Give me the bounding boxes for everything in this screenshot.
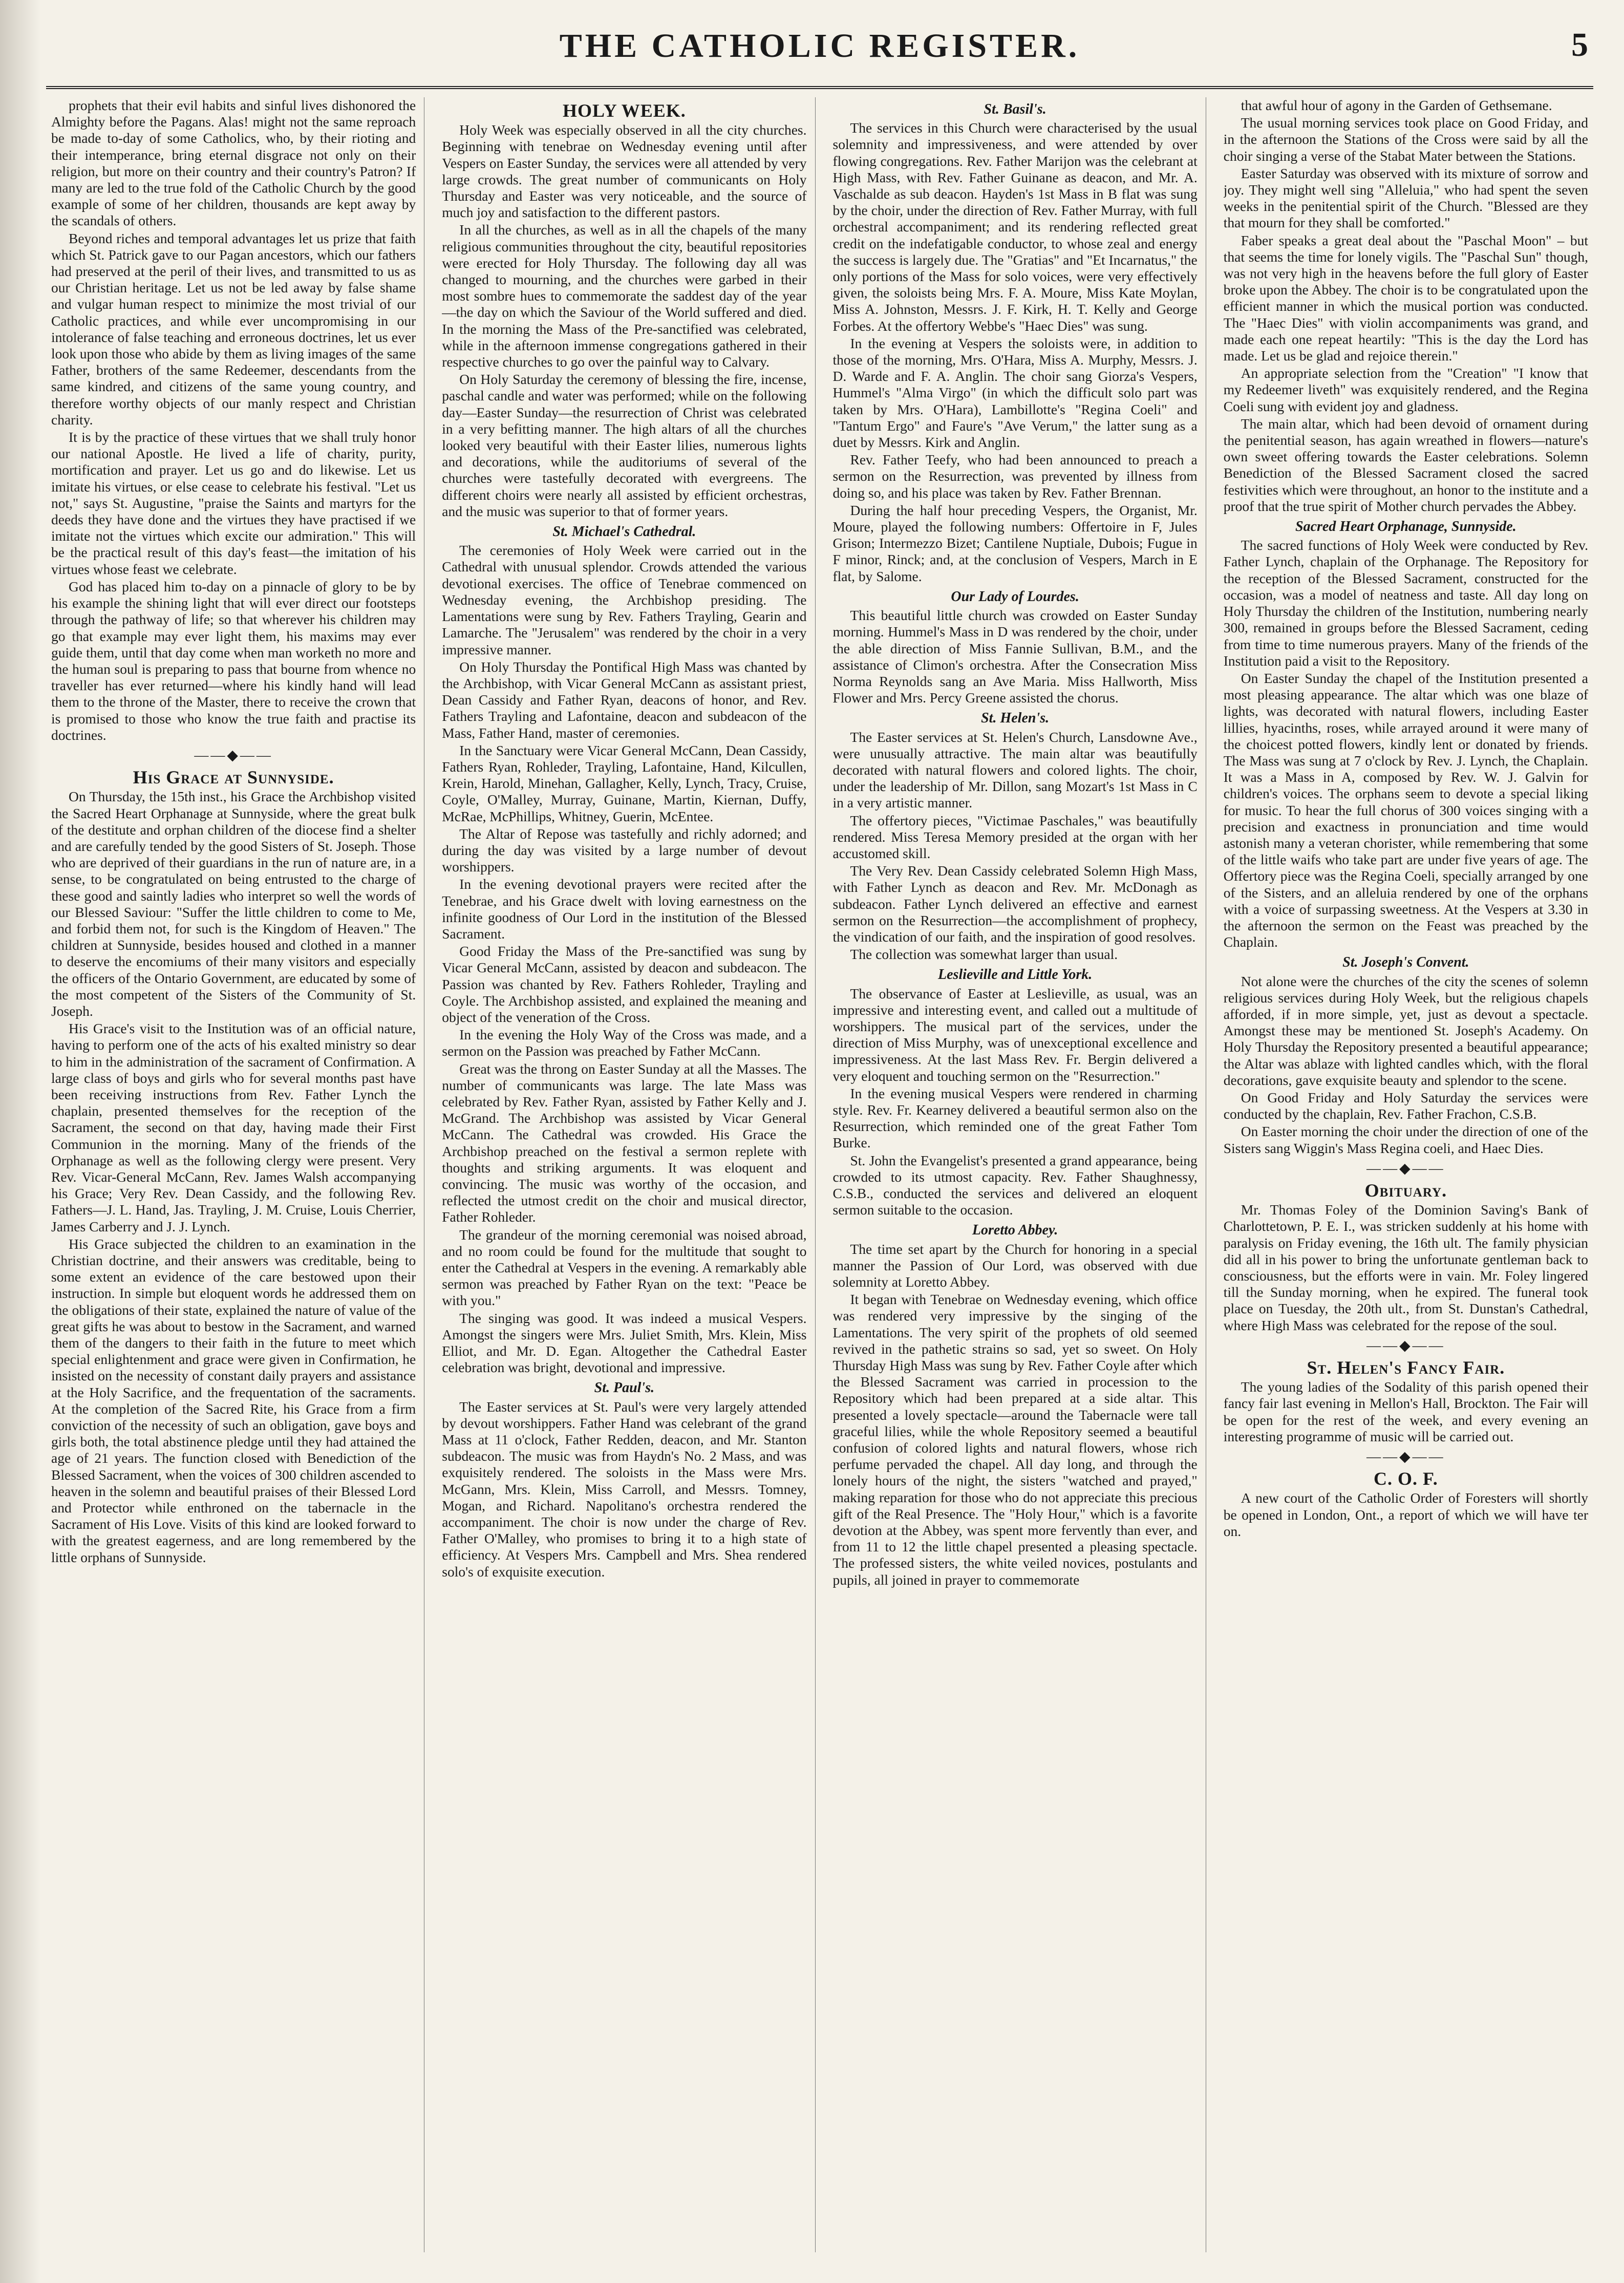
paragraph: On Easter morning the choir under the direction of one of the Sisters sang Wiggin's Mass Regina coeli, and Haec Dies. bbox=[1223, 1123, 1588, 1156]
paragraph: In the Sanctuary were Vicar General McCann, Dean Cassidy, Fathers Ryan, Rohleder, Trayling, Lafontaine, Hand, Kilcullen, Krein, Harold, Minehan, Gallagher, Kelly, Lynch, Tracy, Cruise, Coyle, O'Malley, Murray, Guinane, Martin, Kiernan, Duffy, McRae, McPhillips, Whitney, Guerin, McEntee. bbox=[442, 742, 807, 824]
newspaper-title: THE CATHOLIC REGISTER. bbox=[559, 27, 1080, 65]
paragraph: Mr. Thomas Foley of the Dominion Saving's Bank of Charlottetown, P. E. I., was stricken suddenly at his home with paralysis on Friday evening, the 16th ult. The family physician did all in his power to bring the unfortunate gentleman back to consciousness, but the efforts were in vain. Mr. Foley lingered till the Sunday morning, when he expired. The funeral took place on Tuesday, the 20th ult., from St. Dunstan's Cathedral, where High Mass was celebrated for the repose of the soul. bbox=[1223, 1202, 1588, 1333]
paragraph: A new court of the Catholic Order of Foresters will shortly be opened in London, Ont., a report of which we will have ter on. bbox=[1223, 1490, 1588, 1539]
paragraph: This beautiful little church was crowded on Easter Sunday morning. Hummel's Mass in D was rendered by the choir, under the able direction of Miss Fannie Sullivan, B.M., and the assistance of Climon's orchestra. After the Consecration Miss Norma Reynolds sang an Ave Maria. Miss Hallworth, Miss Flower and Mrs. Percy Greene assisted the chorus. bbox=[832, 607, 1198, 706]
sub-heading: Leslieville and Little York. bbox=[938, 967, 1093, 983]
sub-heading: St. Basil's. bbox=[984, 101, 1046, 117]
sub-heading: St. Joseph's Convent. bbox=[1342, 954, 1469, 971]
paragraph: On Thursday, the 15th inst., his Grace the Archbishop visited the Sacred Heart Orphanage at Sunnyside, where the great bulk of the destitute and orphan children of the diocese find a shelter and are carefully tended by the good Sisters of St. Joseph. Those who are deprived of their guardians in the run of nature are, in a sense, to be congratulated on being entrusted to the charge of these good and saintly ladies who interpret so well the words of our Blessed Saviour: "Suffer the little children to come to Me, and forbid them not, for such is the Kingdom of Heaven." The children at Sunnyside, besides housed and clothed in a manner to deserve the encomiums of their many visitors and especially the officers of the Ontario Government, are educated by some of the most competent of the Sisters of the Community of St. Joseph. bbox=[51, 788, 416, 1019]
paragraph: The Very Rev. Dean Cassidy celebrated Solemn High Mass, with Father Lynch as deacon and Rev. Mr. McDonagh as subdeacon. Father Lynch delivered an effective and earnest sermon on the Resurrection—the accomplishment of prophecy, the vindication of our faith, and the inspiration of good resolves. bbox=[832, 863, 1198, 945]
section-divider: ——◆—— bbox=[194, 747, 273, 763]
paragraph: God has placed him to-day on a pinnacle of glory to be by his example the shining light that will ever direct our footsteps through the pathway of life; so that wherever his children may go that example may ever light them, his maxims may ever guide them, until that day come when man worketh no more and the human soul is preparing to pass that bourne from whence no traveller has ever returned—where his kindly hand will lead them to the throne of the Master, there to receive the crown that is promised to those who know the true faith and practise its doctrines. bbox=[51, 578, 416, 743]
article-heading: HOLY WEEK. bbox=[563, 100, 686, 121]
paragraph: The Altar of Repose was tastefully and richly adorned; and during the day was visited by a large number of devout worshippers. bbox=[442, 825, 807, 875]
column-1 bbox=[51, 97, 424, 2252]
paragraph: The services in this Church were characterised by the usual solemnity and impressiveness, and were attended by over flowing congregations. Rev. Father Marijon was the celebrant at High Mass, with Rev. Father Guinane as deacon, and Mr. A. Vaschalde as sub deacon. Hayden's 1st Mass in B flat was sung by the choir, under the direction of Rev. Father Murray, with full orchestral accompaniment; and its rendering reflected great credit on the indefatigable conductor, to whose zeal and energy the success is largely due. The "Gratias" and "Et Incarnatus," the only portions of the Mass for solo voices, were very effectively given, the soloists being Mrs. F. A. Moure, Miss Kate Moylan, Miss A. Johnston, Messrs. J. F. Kirk, H. T. Kelly and George Forbes. At the offertory Webbe's "Haec Dies" was sung. bbox=[832, 120, 1198, 334]
paragraph: Great was the throng on Easter Sunday at all the Masses. The number of communicants was large. The late Mass was celebrated by Rev. Father Ryan, assisted by Father Kelly and J. McGrand. The Archbishop was assisted by Vicar General McCann. The Cathedral was crowded. His Grace the Archbishop preached on the festival a sermon replete with thoughts and striking arguments. It was eloquent and convincing. The music was worthy of the occasion, and reflected the utmost credit on the choir and musical director, Father Rohleder. bbox=[442, 1060, 807, 1225]
paragraph: An appropriate selection from the "Creation" "I know that my Redeemer liveth" was exquisitely rendered, and the Regina Coeli sung with evident joy and gladness. bbox=[1223, 365, 1588, 414]
article-heading: St. Helen's Fancy Fair. bbox=[1307, 1357, 1505, 1378]
article-heading: His Grace at Sunnyside. bbox=[133, 767, 334, 788]
paragraph: The time set apart by the Church for honoring in a special manner the Passion of Our Lord, was observed with due solemnity at Loretto Abbey. bbox=[832, 1241, 1198, 1290]
paragraph: Good Friday the Mass of the Pre-sanctified was sung by Vicar General McCann, assisted by deacon and subdeacon. The Passion was chanted by Rev. Fathers Rohleder, Trayling and Coyle. The Archbishop assisted, and explained the meaning and object of the veneration of the Cross. bbox=[442, 943, 807, 1025]
paragraph: Easter Saturday was observed with its mixture of sorrow and joy. They might well sing "Alleluia," who had spent the seven weeks in the penitential spirit of the Church. "Blessed are they that mourn for they shall be comforted." bbox=[1223, 165, 1588, 231]
sub-heading: Loretto Abbey. bbox=[972, 1222, 1058, 1239]
paragraph: His Grace's visit to the Institution was of an official nature, having to perform one of the acts of his exalted ministry so dear to him in the administration of the sacrament of Confirmation. A large class of boys and girls who for several months past have been receiving instructions from Rev. Father Lynch the chaplain, presented themselves for the reception of the Sacrament, the second on that day, having made their First Communion in the morning. Many of the friends of the Orphanage as well as the following clergy were present. Very Rev. Vicar-General McCann, Rev. James Walsh accompanying his Grace; Very Rev. Dean Cassidy, and the following Rev. Fathers—J. L. Hand, Jas. Trayling, J. M. Cruise, Louis Cherrier, James Carberry and J. J. Lynch. bbox=[51, 1020, 416, 1234]
paragraph: Beyond riches and temporal advantages let us prize that faith which St. Patrick gave to our Pagan ancestors, which our fathers had preserved at the peril of their lives, and transmitted to us as our Christian heritage. Let us not be led away by false shame and vulgar human respect to minimize the most trivial of our Catholic practices, and while ever uncompromising in our intolerance of false teaching and erroneous doctrines, let us ever look upon those who abide by them as living images of the same Father, brothers of the same Redeemer, descendants from the same kindred, and citizens of the same young country, and therefore worthy objects of our manly respect and Christian charity. bbox=[51, 230, 416, 428]
paragraph: St. John the Evangelist's presented a grand appearance, being crowded to its utmost capacity. Rev. Father Shaughnessy, C.S.B., conducted the services and delivered an eloquent sermon suitable to the occasion. bbox=[832, 1152, 1198, 1218]
paragraph: On Holy Thursday the Pontifical High Mass was chanted by the Archbishop, with Vicar General McCann as assistant priest, Dean Cassidy and Father Ryan, deacons of honor, and Rev. Fathers Trayling and Lafontaine, deacon and subdeacon of the Mass, Father Hand, master of ceremonies. bbox=[442, 658, 807, 741]
paragraph: The sacred functions of Holy Week were conducted by Rev. Father Lynch, chaplain of the Orphanage. The Repository for the reception of the Blessed Sacrament, constructed for the occasion, was a model of neatness and taste. All day long on Holy Thursday the children of the Institution, numbering nearly 300, remained in groups before the Blessed Sacrament, ceding from time to time numerous prayers. Many of the friends of the Institution paid a visit to the Repository. bbox=[1223, 537, 1588, 669]
paragraph: In the evening at Vespers the soloists were, in addition to those of the morning, Mrs. O'Hara, Miss A. Murphy, Messrs. J. D. Warde and F. A. Anglin. The choir sang Giorza's Vespers, Hummel's "Alma Virgo" (in which the difficult solo part was taken by Mrs. O'Hara), Lambillotte's "Regina Coeli" and "Tantum Ergo" and Faure's "Ave Verum," the latter sung as a duet by Messrs. Kirk and Anglin. bbox=[832, 335, 1198, 451]
paragraph: The usual morning services took place on Good Friday, and in the afternoon the Stations of the Cross were said by all the choir singing a verse of the Stabat Mater between the Stations. bbox=[1223, 115, 1588, 164]
paragraph: The ceremonies of Holy Week were carried out in the Cathedral with unusual splendor. Crowds attended the various devotional exercises. The office of Tenebrae commenced on Wednesday evening, the Archbishop presiding. The Lamentations were sung by Rev. Fathers Trayling, Gearin and Lamarche. The "Jerusalem" was rendered by the choir in a very impressive manner. bbox=[442, 542, 807, 657]
article-heading: Obituary. bbox=[1364, 1180, 1447, 1201]
masthead bbox=[46, 20, 1593, 77]
article-heading: C. O. F. bbox=[1374, 1468, 1438, 1489]
sub-heading: Our Lady of Lourdes. bbox=[951, 588, 1079, 605]
sub-heading: St. Michael's Cathedral. bbox=[552, 524, 696, 540]
paragraph: The singing was good. It was indeed a musical Vespers. Amongst the singers were Mrs. Juliet Smith, Mrs. Klein, Miss Elliot, and Mr. D. Egan. Altogether the Cathedral Easter celebration was bright, devotional and impressive. bbox=[442, 1310, 807, 1376]
paragraph: During the half hour preceding Vespers, the Organist, Mr. Moure, played the following numbers: Offertoire in F, Jules Grison; Intermezzo Bizet; Cantilene Nuptiale, Dubois; Fugue in F minor, Rinck; and, at the conclusion of Vespers, March in E flat, by Salome. bbox=[832, 502, 1198, 584]
paragraph: It is by the practice of these virtues that we shall truly honor our national Apostle. He lived a life of charity, purity, mortification and prayer. Let us go and do likewise. Let us imitate his virtues, or else cease to celebrate his festival. "Let us not," says St. Augustine, "praise the Saints and martyrs for the deeds they have done and the virtues they have practised if we imitate not the virtues which excite our admiration." This will be the practical result of this day's feast—the imitation of his virtues whose feast we celebrate. bbox=[51, 429, 416, 577]
paragraph: The offertory pieces, "Victimae Paschales," was beautifully rendered. Miss Teresa Memory presided at the organ with her accustomed skill. bbox=[832, 812, 1198, 861]
section-divider: ——◆—— bbox=[1366, 1160, 1445, 1177]
paragraph: On Holy Saturday the ceremony of blessing the fire, incense, paschal candle and water was performed; while on the following day—Easter Sunday—the resurrection of Christ was celebrated in a very befitting manner. The high altars of all the churches looked very beautiful with their Easter lilies, numerous lights and decorations, while the auditoriums of several of the churches were tastefully decorated with evergreens. The different choirs were nearly all assisted by efficient orchestras, and the music was superior to that of former years. bbox=[442, 371, 807, 519]
column-3 bbox=[833, 97, 1206, 2252]
paragraph: The observance of Easter at Leslieville, as usual, was an impressive and interesting event, and called out a multitude of worshippers. The musical part of the services, under the direction of Miss Murphy, was of unexceptional excellence and impressiveness. At the last Mass Rev. Fr. Bergin delivered a very eloquent and touching sermon on the "Resurrection." bbox=[832, 985, 1198, 1084]
paragraph: The collection was somewhat larger than usual. bbox=[850, 946, 1118, 963]
paragraph: prophets that their evil habits and sinful lives dishonored the Almighty before the Pagans. Alas! might not the same reproach be made to-day of some Catholics, who, by their rioting and their intemperance, bring eternal disgrace not only on their religion, but more on their country and their country's Patron? If many are led to the true fold of the Catholic Church by the good example of some of her children, thousands are kept away by the scandals of others. bbox=[51, 97, 416, 229]
column-4 bbox=[1224, 97, 1588, 2252]
paragraph: In the evening musical Vespers were rendered in charming style. Rev. Fr. Kearney delivered a beautiful sermon also on the Resurrection, which reminded one of the great Father Tom Burke. bbox=[832, 1085, 1198, 1151]
article-columns bbox=[51, 97, 1588, 2252]
paragraph: In the evening devotional prayers were recited after the Tenebrae, and his Grace dwelt with loving earnestness on the infinite goodness of Our Lord in the institution of the Blessed Sacrament. bbox=[442, 876, 807, 942]
sub-heading: St. Paul's. bbox=[594, 1380, 655, 1396]
paragraph: The young ladies of the Sodality of this parish opened their fancy fair last evening in Mellon's Hall, Brockton. The Fair will be open for the rest of the week, and every evening an interesting programme of music will be carried out. bbox=[1223, 1379, 1588, 1444]
paragraph: Faber speaks a great deal about the "Paschal Moon" – but that seems the time for lonely vigils. The "Paschal Sun" though, was not very high in the heavens before the full glory of Easter broke upon the Abbey. The choir is to be congratulated upon the efficient manner in which the musical portion was conducted. The "Haec Dies" with violin accompaniments was grand, and made each one repeat heartily: "This is the day the Lord has made. Let us be glad and rejoice therein." bbox=[1223, 232, 1588, 364]
paragraph: Not alone were the churches of the city the scenes of solemn religious services during Holy Week, but the religious chapels afforded, if in more simple, yet, just as devout a spectacle. Amongst these may be mentioned St. Joseph's Academy. On Holy Thursday the Repository presented a beautiful appearance; the Altar was ablaze with lighted candles which, with the floral decorations, gave exquisite beauty and splendor to the scene. bbox=[1223, 973, 1588, 1088]
paragraph: On Good Friday and Holy Saturday the services were conducted by the chaplain, Rev. Father Frachon, C.S.B. bbox=[1223, 1089, 1588, 1122]
page-number: 5 bbox=[1571, 26, 1588, 63]
section-divider: ——◆—— bbox=[1366, 1449, 1445, 1465]
sub-heading: Sacred Heart Orphanage, Sunnyside. bbox=[1295, 519, 1516, 535]
paragraph: Rev. Father Teefy, who had been announced to preach a sermon on the Resurrection, was prevented by illness from doing so, and his place was taken by Rev. Father Brennan. bbox=[832, 452, 1198, 501]
paragraph: The grandeur of the morning ceremonial was noised abroad, and no room could be found for the multitude that sought to enter the Cathedral at Vespers in the evening. A remarkably able sermon was preached by Father Ryan on the text: "Peace be with you." bbox=[442, 1226, 807, 1309]
paragraph: His Grace subjected the children to an examination in the Christian doctrine, and their answers was creditable, being to some extent an evidence of the care bestowed upon their instruction. In simple but eloquent words he addressed them on the obligations of their state, explained the nature of value of the great gifts he was about to bestow in the Sacrament, and warned them of the dangers to their faith in the future to meet which special enlightenment and grace were given in Confirmation, he insisted on the necessity of constant daily prayers and assistance at the Holy Sacrifice, and the frequentation of the sacraments. At the completion of the Sacred Rite, his Grace from a firm conviction of the necessity of such an obligation, gave boys and girls both, the total abstinence pledge until they had attained the age of 21 years. The function closed with Benediction of the Blessed Sacrament, when the voices of 300 children ascended to heaven in the solemn and beautiful praises of their Blessed Lord and Protector while enthroned on the tabernacle in the Sacrament of His Love. Visits of this kind are looked forward to with the greatest eagerness, and are long remembered by the little orphans of Sunnyside. bbox=[51, 1235, 416, 1565]
paragraph: In the evening the Holy Way of the Cross was made, and a sermon on the Passion was preached by Father McCann. bbox=[442, 1027, 807, 1059]
paragraph: It began with Tenebrae on Wednesday evening, which office was rendered very impressive by the singing of the Lamentations. The very spirit of the prophets of old seemed revived in the pathetic strains so sad, yet so sweet. On Holy Thursday High Mass was sung by Rev. Father Coyle after which the Blessed Sacrament was carried in procession to the Repository which had been prepared at a side altar. This presented a lovely spectacle—around the Tabernacle were tall graceful lilies, while the whole Repository seemed a beautiful confusion of colored lights and natural flowers, whose rich perfume pervaded the chapel. All day long, and through the lonely hours of the night, the sisters "watched and prayed," making reparation for those who do not appreciate this precious gift of the Real Presence. The "Holy Hour," which is a favorite devotion at the Abbey, was spent more fervently than ever, and from 11 to 12 the little chapel presented a pleasing spectacle. The professed sisters, the white veiled novices, postulants and pupils, all joined in prayer to commemorate bbox=[832, 1291, 1198, 1588]
paragraph: Holy Week was especially observed in all the city churches. Beginning with tenebrae on Wednesday evening until after Vespers on Easter Sunday, the services were all attended by very large crowds. The great number of communicants on Holy Thursday and Easter was very noticeable, and the source of much joy and satisfaction to the different pastors. bbox=[442, 122, 807, 221]
masthead-rule bbox=[46, 86, 1593, 89]
column-2 bbox=[442, 97, 815, 2252]
paragraph: The Easter services at St. Paul's were very largely attended by devout worshippers. Father Hand was celebrant of the grand Mass at 11 o'clock, Father Redden, deacon, and Mr. Stanton subdeacon. The music was from Haydn's No. 2 Mass, and was exquisitely rendered. The soloists in the Mass were Mrs. McGann, Mrs. Klein, Miss Carroll, and Messrs. Tomney, Mogan, and Richard. Napolitano's orchestra rendered the accompaniment. The choir is now under the charge of Rev. Father O'Malley, who promises to bring it to a high state of efficiency. At Vespers Mrs. Campbell and Mrs. Shea rendered solo's of exquisite execution. bbox=[442, 1398, 807, 1580]
paragraph: In all the churches, as well as in all the chapels of the many religious communities throughout the city, beautiful repositories were erected for Holy Thursday. The following day all was changed to mourning, and the churches were garbed in their most sombre hues to commemorate the saddest day of the year—the day on which the Saviour of the World suffered and died. In the morning the Mass of the Pre-sanctified was celebrated, while in the afternoon immense congregations gathered in their respective churches to go over the painful way to Calvary. bbox=[442, 222, 807, 370]
section-divider: ——◆—— bbox=[1366, 1337, 1445, 1354]
paragraph: On Easter Sunday the chapel of the Institution presented a most pleasing appearance. The altar which was one blaze of lights, was decorated with natural flowers, including Easter lillies, hyacinths, roses, while arrayed around it were many of the choicest potted flowers, kindly lent or donated by friends. The Mass was sung at 7 o'clock by Rev. J. Lynch, the Chaplain. It was a Mass in A, composed by Rev. W. J. Galvin for children's voices. The orphans seem to devote a special liking for music. To hear the full chorus of 300 voices singing with a precision and exactness in pronunciation and time would astonish many a veteran chorister, while remembering that some of the little waifs who take part are under five years of age. The Offertory piece was the Regina Coeli, specially arranged by one of the Sisters, and an alleluia rendered by one of the orphans with a voice of surpassing sweetness. At the Vespers at 3.30 in the afternoon the sermon on the Feast was preached by the Chaplain. bbox=[1223, 670, 1588, 950]
page-gutter bbox=[0, 0, 41, 2283]
paragraph: that awful hour of agony in the Garden of Gethsemane. bbox=[1241, 97, 1552, 113]
paragraph: The Easter services at St. Helen's Church, Lansdowne Ave., were unusually attractive. The main altar was beautifully decorated with natural flowers and colored lights. The choir, under the leadership of Mr. Dillon, sang Mozart's 1st Mass in C in a very artistic manner. bbox=[832, 729, 1198, 811]
paragraph: The main altar, which had been devoid of ornament during the penitential season, has again wreathed in flowers—nature's own sweet offering towards the Easter celebrations. Solemn Benediction of the Blessed Sacrament closed the sacred festivities which were throughout, an honor to the institute and a proof that the true spirit of Mother church pervades the Abbey. bbox=[1223, 415, 1588, 514]
sub-heading: St. Helen's. bbox=[981, 710, 1050, 727]
